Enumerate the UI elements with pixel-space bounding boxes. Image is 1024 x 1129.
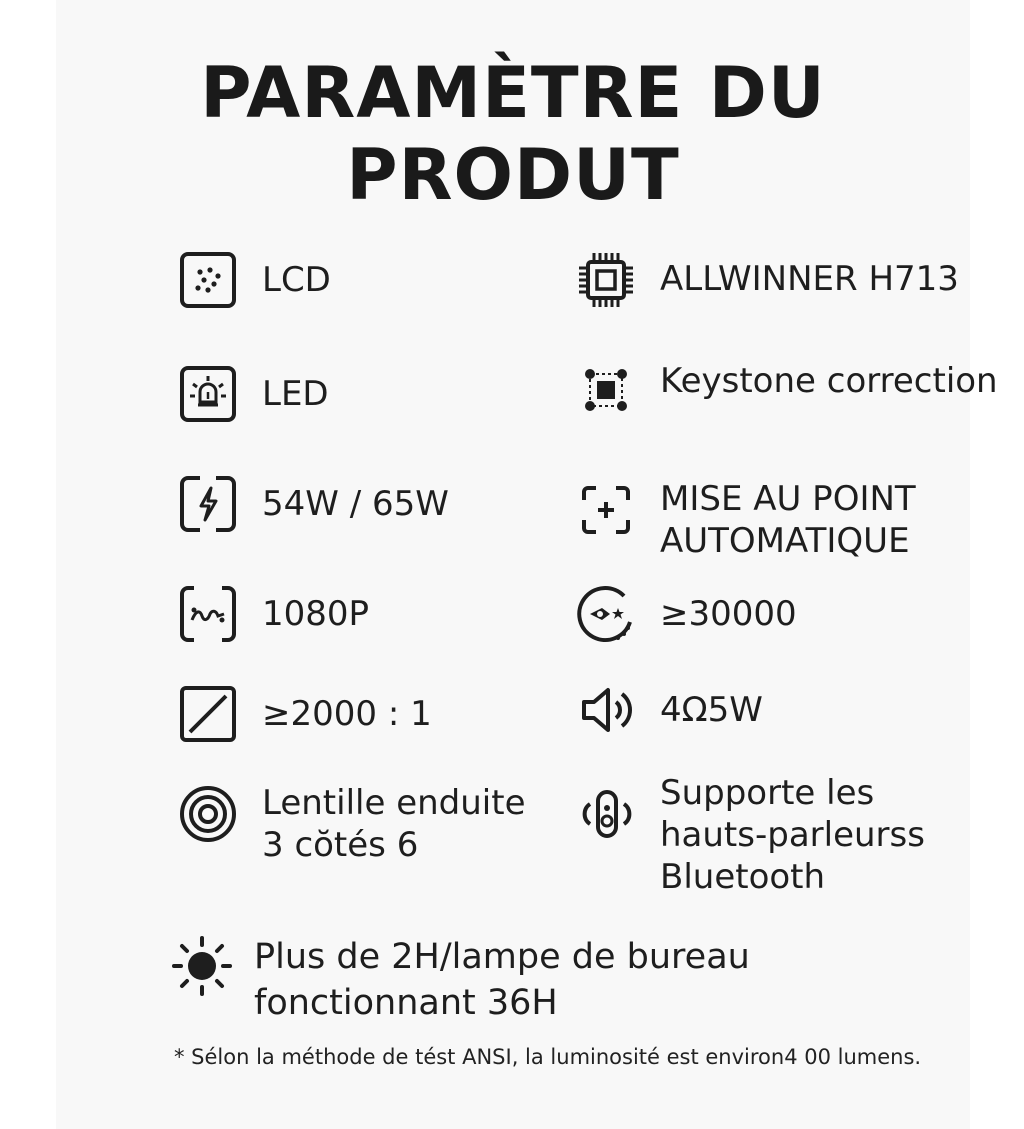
spec-label-line: Plus de 2H/lampe de bureau — [254, 937, 750, 977]
speaker-icon — [576, 680, 636, 740]
footnote: * Sélon la méthode de tést ANSI, la luminosité est environ4 00 lumens. — [174, 1045, 922, 1069]
spec-bluetooth — [576, 772, 925, 898]
spec-keystone — [576, 360, 998, 420]
spec-label — [262, 782, 526, 866]
spec-label-line: AUTOMATIQUE — [660, 521, 910, 561]
chip-icon — [576, 250, 636, 310]
bluetooth-speaker-icon — [576, 784, 636, 844]
contrast-icon — [178, 684, 238, 744]
spec-label-line: Bluetooth — [660, 857, 826, 897]
spec-label-line: MISE AU POINT — [660, 479, 916, 519]
spec-led — [178, 364, 329, 424]
spec-brightness — [172, 936, 750, 1026]
resolution-icon — [178, 584, 238, 644]
spec-autofocus — [576, 478, 916, 562]
spec-chip — [576, 250, 959, 310]
spec-label-line: 3 cŏtés 6 — [262, 825, 419, 865]
spec-speaker — [576, 680, 763, 740]
keystone-icon — [576, 360, 636, 420]
spec-label: LCD — [262, 260, 331, 300]
lens-icon — [178, 784, 238, 844]
spec-label: Keystone correction — [660, 361, 998, 401]
spec-contrast — [178, 684, 432, 744]
spec-lens — [178, 782, 526, 866]
spec-label-line: hauts-parleurss — [660, 815, 925, 855]
spec-resolution — [178, 584, 369, 644]
sun-icon — [172, 936, 232, 996]
lamp-life-icon — [576, 584, 636, 644]
spec-label: 4Ω5W — [660, 690, 763, 730]
autofocus-icon — [576, 480, 636, 540]
spec-label: ALLWINNER H713 — [660, 259, 959, 299]
page-title: PARAMÈTRE DU PRODUT — [200, 52, 826, 216]
spec-power — [178, 474, 449, 534]
spec-label-line: Supporte les — [660, 773, 875, 813]
power-bolt-icon — [178, 474, 238, 534]
spec-lcd — [178, 250, 331, 310]
spec-label: LED — [262, 374, 329, 414]
spec-label-line: fonctionnant 36H — [254, 983, 558, 1023]
spec-label-line: Lentille enduite — [262, 783, 526, 823]
spec-label: ≥2000 : 1 — [262, 694, 432, 734]
spec-label: ≥30000 — [660, 594, 797, 634]
spec-label: 54W / 65W — [262, 484, 449, 524]
spec-label — [660, 478, 916, 562]
spec-label — [254, 934, 750, 1026]
lcd-panel-icon — [178, 250, 238, 310]
spec-lamp-life — [576, 584, 797, 644]
spec-label: 1080P — [262, 594, 370, 634]
led-light-icon — [178, 364, 238, 424]
spec-label — [660, 772, 925, 898]
